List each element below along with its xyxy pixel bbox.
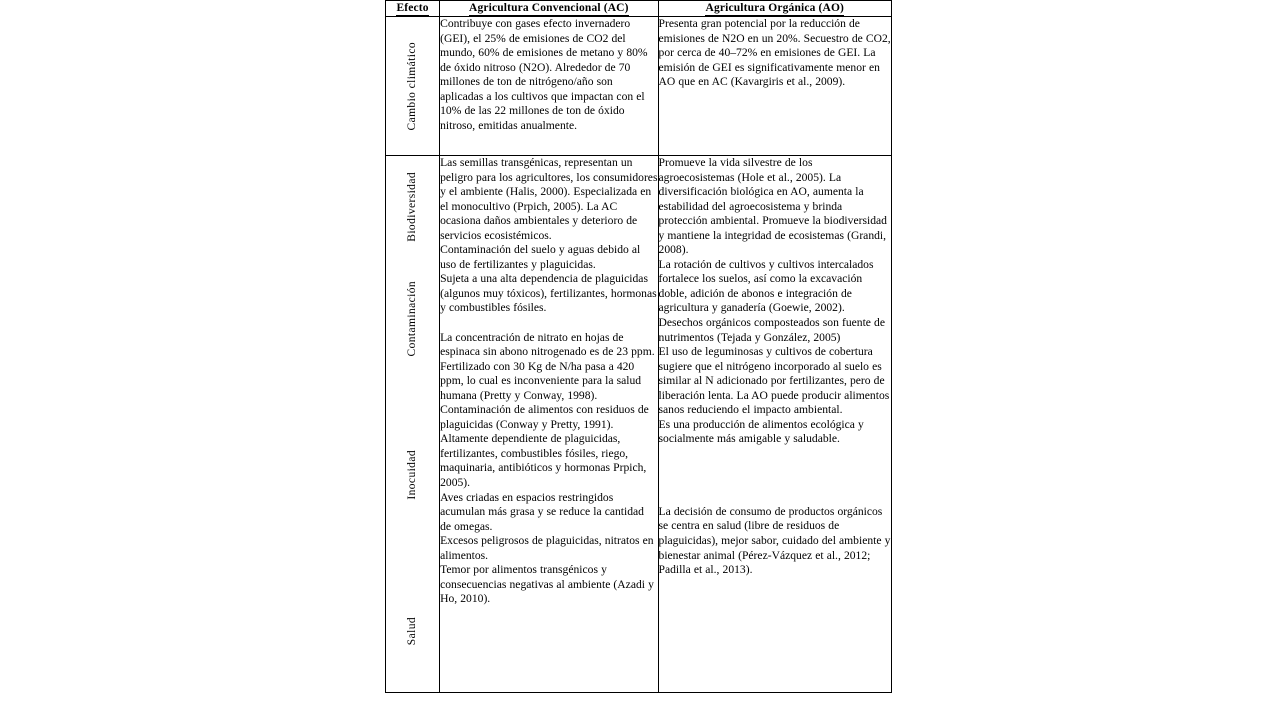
paragraph: Contaminación de alimentos con residuos de plaguicidas (Conway y Pretty, 1991). Altamente dependiente de plaguicidas, fertilizantes, combustibles fósiles, riego, maquinaria, antibióticos y hormonas Prpich, 2005).: [440, 403, 649, 489]
effect-slot-inocuidad: [386, 380, 439, 570]
cell-ac-merged: [440, 156, 658, 693]
paragraph: Aves criadas en espacios restringidos acumulan más grasa y se reduce la cantidad de omegas.: [440, 490, 644, 533]
paragraph: La rotación de cultivos y cultivos intercalados fortalece los suelos, así como la excavación doble, adición de abonos e integración de agricultura y ganadería (Goewie, 2002).: [658, 257, 874, 315]
effect-label-biodiversidad: Biodiversidad: [405, 172, 418, 242]
cell-ac-cambio-climatico: [440, 17, 658, 156]
column-header-agricultura-convencional-label: Agricultura Convencional (AC): [469, 2, 629, 14]
comparison-table: [385, 0, 892, 693]
effect-label-stack: [386, 156, 439, 692]
table-row: [386, 156, 892, 693]
paragraph: Sujeta a una alta dependencia de plaguicidas (algunos muy tóxicos), fertilizantes, hormonas y combustibles fósiles.: [440, 272, 657, 315]
paragraph: Contribuye con gases efecto invernadero (GEI), el 25% de emisiones de CO2 del mundo, 60% de emisiones de metano y 80% de óxido nitroso (N2O). Alrededor de 70 millones de ton de nitrógeno/año son aplicadas a los cultivos que impactan con el 10% de las 22 millones de ton de óxido nitroso, emitidas anualmente.: [440, 17, 648, 132]
column-header-efecto: [386, 1, 440, 17]
cell-ao-cambio-climatico: [658, 17, 891, 156]
paragraph: Promueve la vida silvestre de los agroecosistemas (Hole et al., 2005). La diversificación biológica en AO, aumenta la estabilidad del agroecosistema y brinda protección ambiental. Promueve la biodiversidad y mantiene la integridad de ecosistemas (Grandi, 2008).: [658, 156, 887, 257]
cell-ao-merged: [658, 156, 891, 693]
effect-label-cell-cambio-climatico: [386, 17, 440, 156]
paragraph: Las semillas transgénicas, representan un peligro para los agricultores, los consumidores y el ambiente (Halis, 2000). Especializada en el monocultivo (Prpich, 2005). La AC ocasiona daños ambientales y deterioro de servicios ecosistémicos.: [440, 156, 658, 242]
effect-label-cell-merged: [386, 156, 440, 693]
paragraph: Es una producción de alimentos ecológica y socialmente más amigable y saludable.: [658, 417, 864, 446]
effect-label-wrap: [386, 17, 439, 155]
effect-label-salud: Salud: [405, 616, 418, 646]
column-header-agricultura-organica-label: Agricultura Orgánica (AO): [705, 2, 845, 14]
paragraph: Desechos orgánicos composteados son fuente de nutrimentos (Tejada y González, 2005): [658, 316, 885, 344]
table-header: [386, 1, 892, 17]
effect-slot-biodiversidad: [386, 156, 439, 258]
paragraph: La concentración de nitrato en hojas de espinaca sin abono nitrogenado es de 23 ppm. Fertilizado con 30 Kg de N/ha pasa a 420 ppm, lo cual es inconveniente para la salud humana (Pretty y Conway, 1998).: [440, 330, 655, 402]
effect-label-cambio-climatico: Cambio climático: [405, 41, 418, 131]
column-header-agricultura-convencional: [440, 1, 658, 17]
paragraph: Presenta gran potencial por la reducción de emisiones de N2O en un 20%. Secuestro de CO2, por cerca de 40–72% en emisiones de GEI. La emisión de GEI es significativamente menor en AO que en AC (Kavargiris et al., 2009).: [658, 17, 891, 89]
paragraph: El uso de leguminosas y cultivos de cobertura sugiere que el nitrógeno incorporado al suelo es similar al N adicionado por fertilizantes, pero de liberación lenta. La AO puede producir alimentos sanos reduciendo el impacto ambiental.: [658, 345, 890, 417]
paragraph: Contaminación del suelo y aguas debido al uso de fertilizantes y plaguicidas.: [440, 243, 641, 271]
paragraph: La decisión de consumo de productos orgánicos se centra en salud (libre de residuos de plaguicidas), mejor sabor, cuidado del ambiente y bienestar animal (Pérez-Vázquez et al., 2012; Padilla et al., 2013).: [658, 504, 891, 577]
paragraph: Temor por alimentos transgénicos y consecuencias negativas al ambiente (Azadi y Ho, 2010).: [440, 563, 654, 606]
column-header-efecto-label: Efecto: [396, 2, 429, 14]
effect-slot-salud: [386, 570, 439, 692]
header-row: [386, 1, 892, 17]
effect-slot-contaminacion: [386, 258, 439, 380]
table-row: [386, 17, 892, 156]
paragraph: Excesos peligrosos de plaguicidas, nitratos en alimentos.: [440, 534, 654, 562]
effect-label-inocuidad: Inocuidad: [405, 450, 418, 500]
column-header-agricultura-organica: [658, 1, 891, 17]
effect-label-contaminacion: Contaminación: [405, 281, 418, 357]
table-body: [386, 17, 892, 693]
